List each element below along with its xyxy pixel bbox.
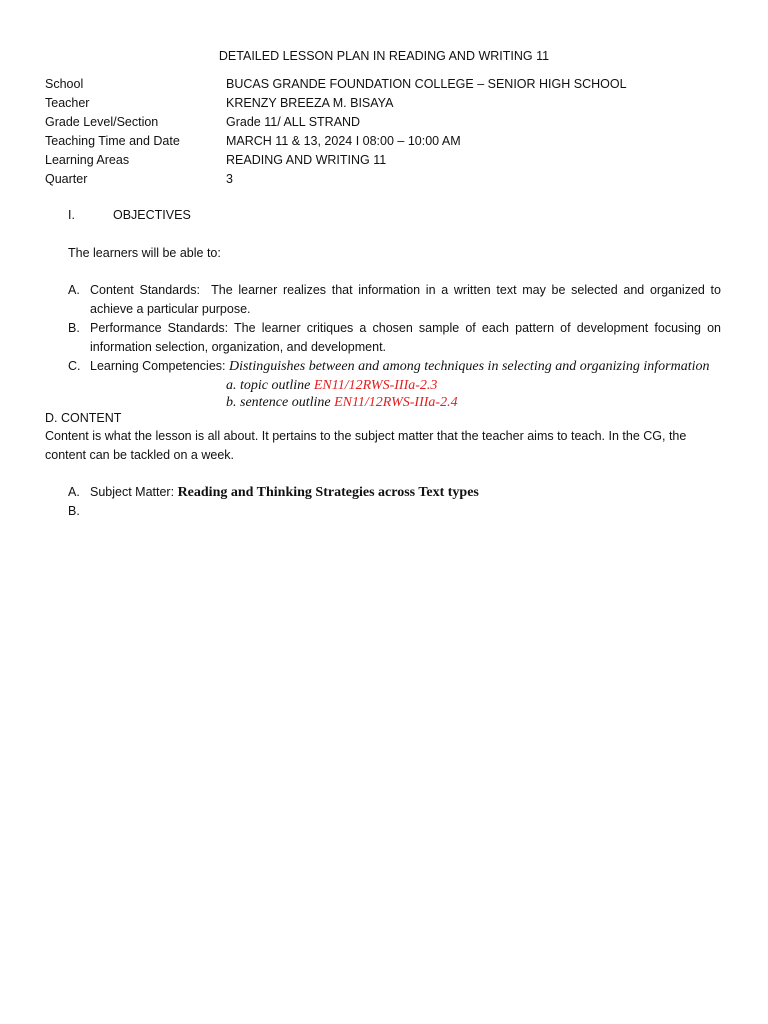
- sub-item-topic-outline: [226, 377, 437, 394]
- list-letter: A.: [68, 283, 80, 297]
- info-row-time: [45, 132, 627, 151]
- info-row-teacher: [45, 94, 627, 113]
- info-value: Grade 11/ ALL STRAND: [226, 115, 361, 129]
- info-row-quarter: [45, 170, 627, 189]
- list-letter: A.: [68, 485, 80, 499]
- objective-performance-standards: [68, 319, 721, 357]
- content-heading: D. CONTENT: [45, 411, 122, 425]
- section-number: I.: [68, 208, 75, 222]
- content-paragraph: Content is what the lesson is all about. It pertains to the subject matter that the teacher aims to teach. In the CG, the content can be tackled on a week.: [45, 429, 687, 462]
- section-title: OBJECTIVES: [113, 208, 191, 222]
- item-text: The learner realizes that information in a written text may be selected and organized to achieve a particular purpose.: [90, 283, 721, 316]
- content-list: [68, 483, 721, 518]
- item-label: Performance Standards:: [90, 321, 229, 335]
- info-value: 3: [226, 172, 233, 186]
- item-label: Subject Matter:: [90, 485, 175, 499]
- info-value: READING AND WRITING 11: [226, 153, 387, 167]
- document-title: DETAILED LESSON PLAN IN READING AND WRITING 11: [218, 49, 550, 63]
- info-label: Quarter: [45, 172, 88, 186]
- info-label: Grade Level/Section: [45, 115, 159, 129]
- info-label: Teaching Time and Date: [45, 134, 180, 148]
- sub-item-sentence-outline: [226, 394, 458, 411]
- list-letter: B.: [68, 321, 80, 335]
- objectives-heading: [68, 206, 191, 225]
- item-label: Learning Competencies:: [90, 359, 226, 373]
- subject-matter-item: [68, 483, 721, 502]
- sub-item-text: b. sentence outline: [226, 395, 331, 410]
- objective-content-standards: [68, 281, 721, 319]
- info-value: BUCAS GRANDE FOUNDATION COLLEGE – SENIOR HIGH SCHOOL: [226, 77, 627, 91]
- info-value: KRENZY BREEZA M. BISAYA: [226, 96, 394, 110]
- info-row-grade: [45, 113, 627, 132]
- competency-code: EN11/12RWS-IIIa-2.3: [313, 378, 438, 393]
- competency-code: EN11/12RWS-IIIa-2.4: [334, 395, 458, 410]
- item-label: Content Standards:: [90, 283, 200, 297]
- item-text: The learner critiques a chosen sample of each pattern of development focusing on information selection, organization, and development.: [90, 321, 721, 354]
- objectives-intro: The learners will be able to:: [68, 246, 221, 260]
- sub-item-text: a. topic outline: [226, 378, 311, 393]
- list-letter: C.: [68, 359, 81, 373]
- info-label: School: [45, 77, 84, 91]
- list-letter: B.: [68, 504, 80, 518]
- info-table: [45, 75, 627, 189]
- info-value: MARCH 11 & 13, 2024 I 08:00 – 10:00 AM: [226, 134, 461, 148]
- info-row-school: [45, 75, 627, 94]
- info-label: Teacher: [45, 96, 90, 110]
- objective-learning-competencies: [68, 357, 721, 376]
- info-row-areas: [45, 151, 627, 170]
- objectives-list: [68, 281, 721, 412]
- subject-matter-value: Reading and Thinking Strategies across Text types: [177, 485, 479, 500]
- item-text: Distinguishes between and among techniques in selecting and organizing information: [228, 359, 710, 374]
- info-label: Learning Areas: [45, 153, 130, 167]
